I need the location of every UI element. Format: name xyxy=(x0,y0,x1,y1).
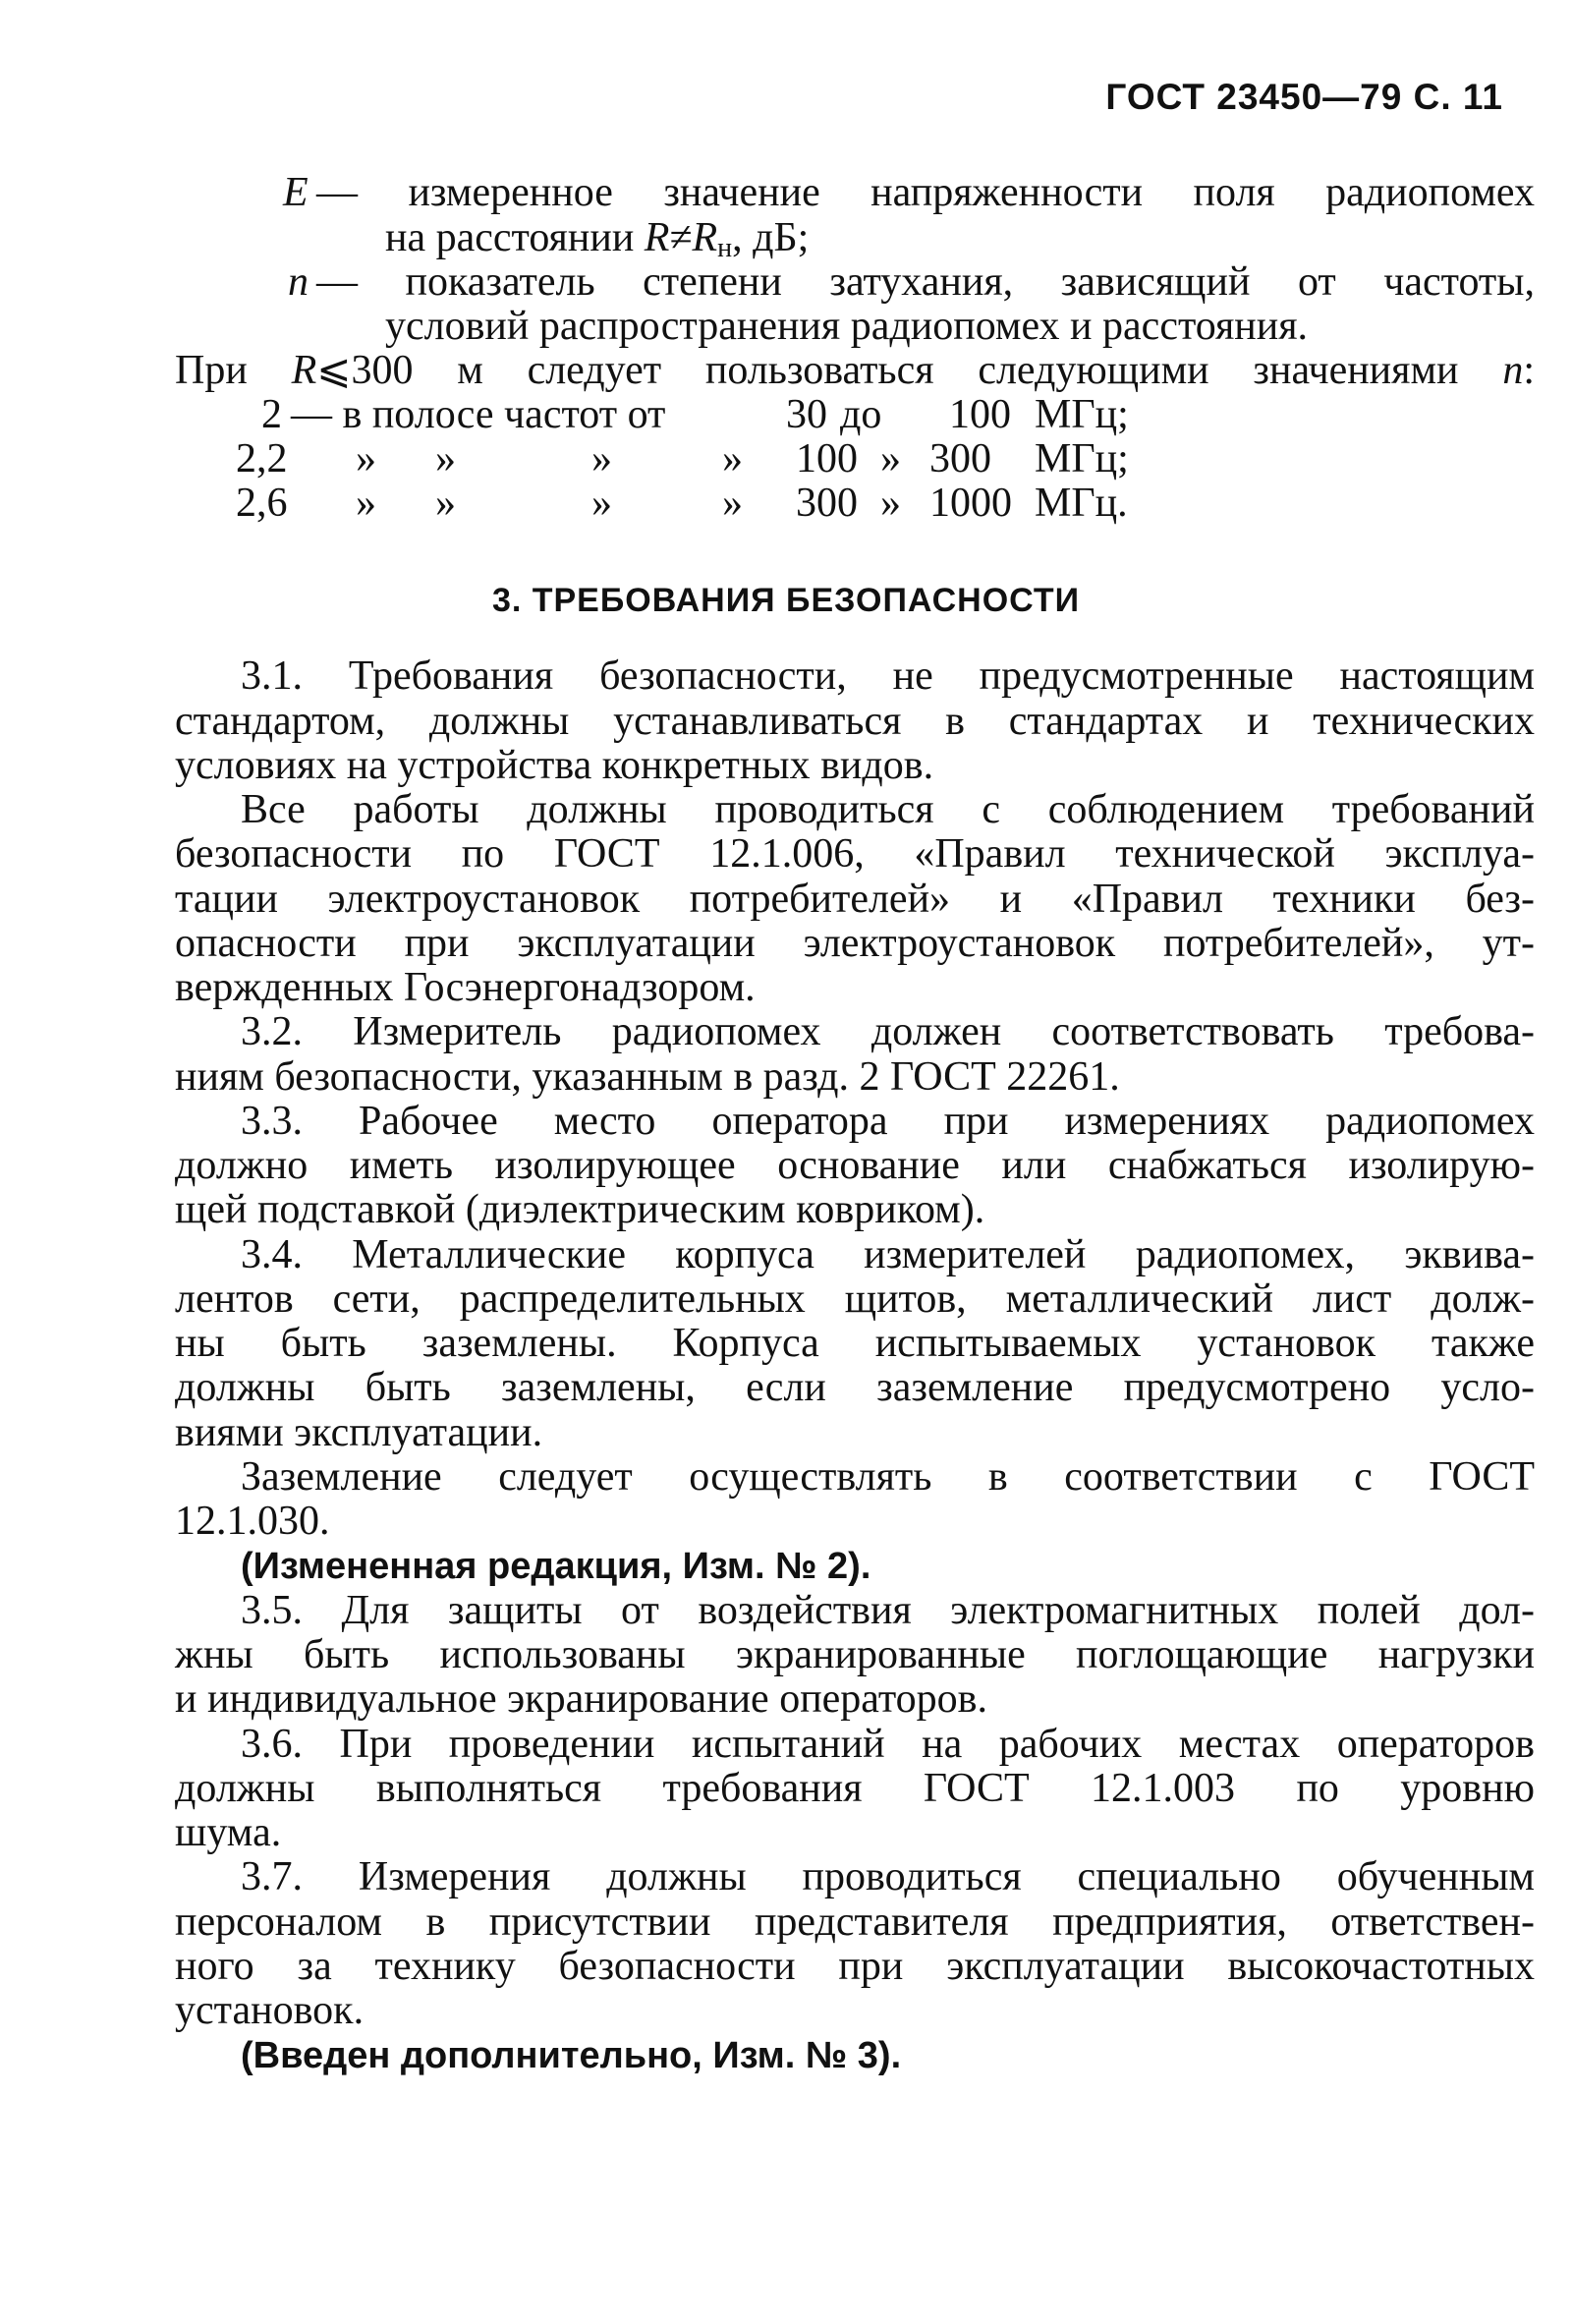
para-works-line4: опасности при эксплуатации электроустановок потребителей», ут- xyxy=(175,921,1535,966)
table-row-2-ditto-4: » xyxy=(722,436,743,482)
para-works-line2: безопасности по ГОСТ 12.1.006, «Правил технической эксплуа- xyxy=(175,831,1535,877)
table-row-2-sep: » xyxy=(880,436,901,482)
para-3-6-line2: должны выполняться требования ГОСТ 12.1.003 по уровню xyxy=(175,1766,1535,1811)
table-row-1-text: — в полосе частот от xyxy=(291,392,666,437)
definition-e-line2: на расстоянии $R\ne R_н$, дБ; xyxy=(385,215,810,263)
para-3-5-line2: жны быть использованы экранированные поглощающие нагрузки xyxy=(175,1632,1535,1677)
table-row-2-value: 2,2 xyxy=(236,436,288,482)
table-row-2-ditto-1: » xyxy=(356,436,376,482)
table-row-2-ditto-3: » xyxy=(591,436,612,482)
para-3-7-line4: установок. xyxy=(175,1988,365,2033)
para-3-1-line2: стандартом, должны устанавливаться в стандартах и технических xyxy=(175,699,1535,744)
para-3-4-line2: лентов сети, распределительных щитов, металлический лист долж- xyxy=(175,1276,1535,1322)
table-row-1-unit: МГц; xyxy=(1035,392,1129,437)
section-title: 3. ТРЕБОВАНИЯ БЕЗОПАСНОСТИ xyxy=(491,582,1081,619)
definition-n-line1: — показатель степени затухания, зависящий от частоты, xyxy=(316,259,1535,305)
para-3-7-line3: ного за технику безопасности при эксплуатации высокочастотных xyxy=(175,1944,1535,1989)
table-row-1-sep: до xyxy=(840,392,882,437)
table-row-2-unit: МГц; xyxy=(1035,436,1129,482)
para-3-6-line3: шума. xyxy=(175,1810,282,1855)
para-3-5-line3: и индивидуальное экранирование операторов. xyxy=(175,1676,987,1722)
table-row-3-value: 2,6 xyxy=(236,481,288,526)
table-row-2-to: 300 xyxy=(929,436,991,482)
para-3-2-line1: 3.2. Измеритель радиопомех должен соответствовать требова- xyxy=(241,1009,1535,1054)
para-works-line5: вержденных Госэнергонадзором. xyxy=(175,965,756,1010)
para-3-7-line1: 3.7. Измерения должны проводиться специально обученным xyxy=(241,1854,1535,1899)
table-row-1-value: 2 xyxy=(261,392,282,437)
table-row-2-ditto-2: » xyxy=(435,436,456,482)
para-3-6-line1: 3.6. При проведении испытаний на рабочих местах операторов xyxy=(241,1722,1535,1767)
page-header: ГОСТ 23450—79 С. 11 xyxy=(1105,77,1503,117)
condition-line: При R⩽300 м следует пользоваться следующими значениями n: xyxy=(175,348,1535,393)
para-3-4-line1: 3.4. Металлические корпуса измерителей радиопомех, эквива- xyxy=(241,1232,1535,1277)
definition-e-line1: — измеренное значение напряженности поля радиопомех xyxy=(316,170,1535,215)
table-row-3-unit: МГц. xyxy=(1035,481,1128,526)
table-row-3-from: 300 xyxy=(796,481,858,526)
para-3-1-line1: 3.1. Требования безопасности, не предусмотренные настоящим xyxy=(241,653,1535,699)
para-works-line3: тации электроустановок потребителей» и «Правил техники без- xyxy=(175,877,1535,922)
table-row-3-ditto-3: » xyxy=(591,481,612,526)
definition-symbol-n: n xyxy=(288,259,309,305)
para-3-1-line3: условиях на устройства конкретных видов. xyxy=(175,743,934,788)
table-row-2-from: 100 xyxy=(796,436,858,482)
para-works-line1: Все работы должны проводиться с соблюдением требований xyxy=(241,787,1535,832)
para-3-4-line5: виями эксплуатации. xyxy=(175,1410,543,1455)
para-3-3-line3: щей подставкой (диэлектрическим ковриком). xyxy=(175,1187,985,1232)
table-row-1-to: 100 xyxy=(949,392,1011,437)
para-3-3-line2: должно иметь изолирующее основание или снабжаться изолирую- xyxy=(175,1143,1535,1188)
amendment-note-3: (Введен дополнительно, Изм. № 3). xyxy=(241,2035,902,2076)
table-row-3-ditto-2: » xyxy=(435,481,456,526)
para-3-3-line1: 3.3. Рабочее место оператора при измерениях радиопомех xyxy=(241,1099,1535,1144)
para-grounding-line1: Заземление следует осуществлять в соответствии с ГОСТ xyxy=(241,1454,1535,1500)
para-3-4-line4: должны быть заземлены, если заземление предусмотрено усло- xyxy=(175,1365,1535,1410)
definition-symbol-e: E xyxy=(283,170,309,215)
para-3-5-line1: 3.5. Для защиты от воздействия электромагнитных полей дол- xyxy=(241,1588,1535,1633)
para-3-4-line3: ны быть заземлены. Корпуса испытываемых установок также xyxy=(175,1321,1535,1366)
para-grounding-line2: 12.1.030. xyxy=(175,1499,330,1544)
table-row-3-sep: » xyxy=(880,481,901,526)
table-row-1-from: 30 xyxy=(786,392,827,437)
table-row-3-to: 1000 xyxy=(929,481,1012,526)
para-3-7-line2: персоналом в присутствии представителя предприятия, ответствен- xyxy=(175,1899,1535,1945)
amendment-note-2: (Измененная редакция, Изм. № 2). xyxy=(241,1546,871,1587)
table-row-3-ditto-1: » xyxy=(356,481,376,526)
table-row-3-ditto-4: » xyxy=(722,481,743,526)
para-3-2-line2: ниям безопасности, указанным в разд. 2 ГОСТ 22261. xyxy=(175,1054,1120,1100)
definition-n-line2: условий распространения радиопомех и расстояния. xyxy=(385,304,1309,349)
